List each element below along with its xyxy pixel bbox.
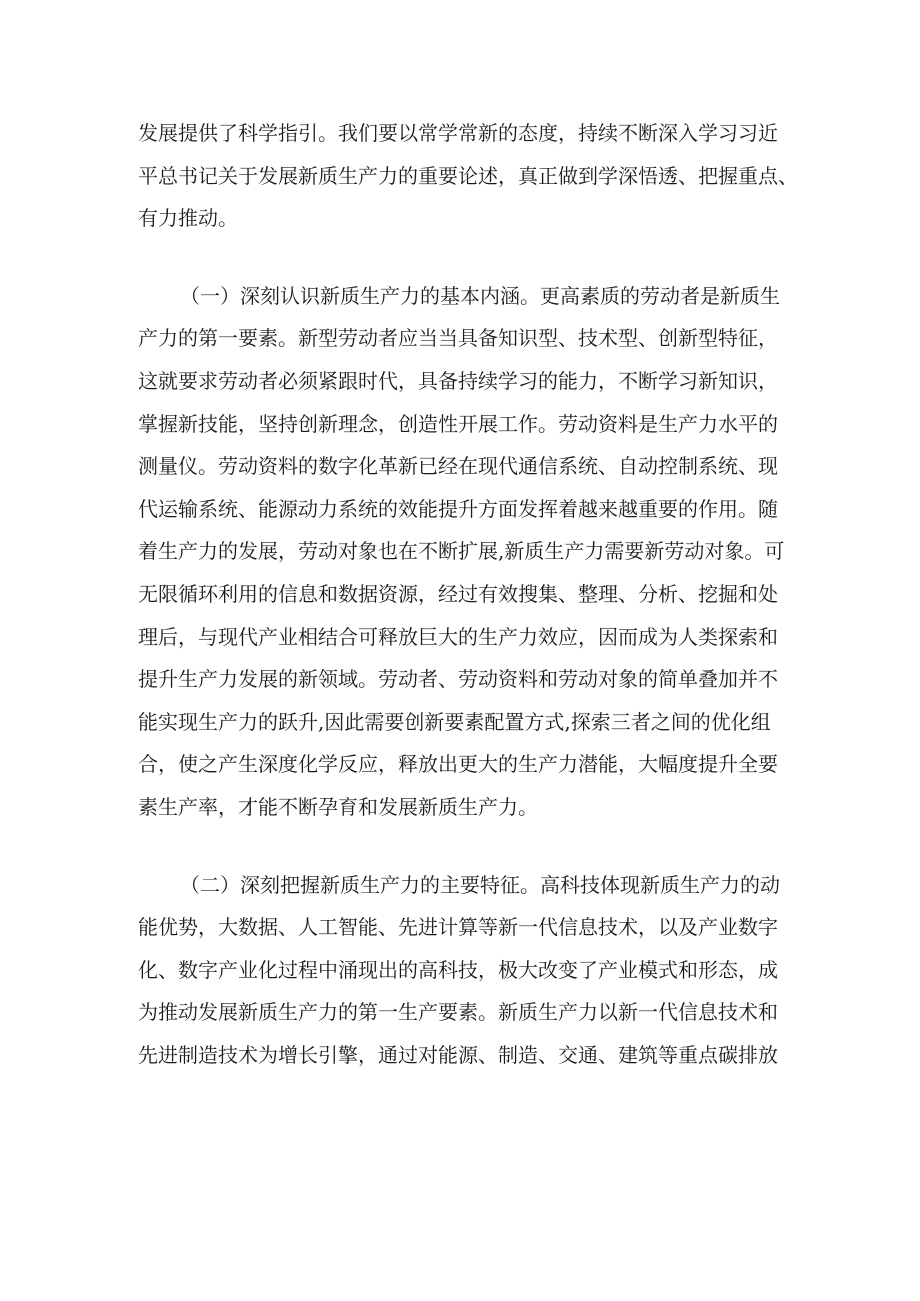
- text-line: 化、数字产业化过程中涌现出的高科技，极大改变了产业模式和形态，成: [138, 957, 778, 982]
- text-line: 掌握新技能，坚持创新理念，创造性开展工作。劳动资料是生产力水平的: [138, 411, 778, 436]
- text-line: 产力的第一要素。新型劳动者应当当具备知识型、技术型、创新型特征，: [138, 326, 778, 351]
- document-body: [138, 112, 798, 1076]
- text-line: 着生产力的发展，劳动对象也在不断扩展,新质生产力需要新劳动对象。可: [138, 539, 785, 564]
- text-line: 平总书记关于发展新质生产力的重要论述，真正做到学深悟透、把握重点、: [138, 163, 798, 188]
- text-line: 代运输系统、能源动力系统的效能提升方面发挥着越来越重要的作用。随: [138, 496, 778, 521]
- paragraph-section-2: [138, 864, 798, 1077]
- text-line: 无限循环利用的信息和数据资源，经过有效搜集、整理、分析、挖掘和处: [138, 581, 778, 606]
- text-line: 理后，与现代产业相结合可释放巨大的生产力效应，因而成为人类探索和: [138, 624, 778, 649]
- paragraph-section-1: [138, 275, 798, 829]
- text-line: 合，使之产生深度化学反应，释放出更大的生产力潜能，大幅度提升全要: [138, 752, 778, 777]
- text-line: 发展提供了科学指引。我们要以常学常新的态度，持续不断深入学习习近: [138, 121, 778, 145]
- text-line: 为推动发展新质生产力的第一生产要素。新质生产力以新一代信息技术和: [138, 1000, 778, 1025]
- text-line: （一）深刻认识新质生产力的基本内涵。更高素质的劳动者是新质生: [180, 283, 780, 308]
- text-line: 素生产率，才能不断孕育和发展新质生产力。: [138, 794, 538, 819]
- text-line: 测量仪。劳动资料的数字化革新已经在现代通信系统、自动控制系统、现: [138, 454, 778, 479]
- text-line: （二）深刻把握新质生产力的主要特征。高科技体现新质生产力的动: [180, 872, 780, 897]
- text-line: 能优势，大数据、人工智能、先进计算等新一代信息技术，以及产业数字: [138, 915, 778, 940]
- paragraph-intro: [138, 112, 798, 240]
- text-line: 先进制造技术为增长引擎，通过对能源、制造、交通、建筑等重点碳排放: [138, 1042, 778, 1067]
- text-line: 有力推动。: [138, 206, 238, 231]
- text-line: 这就要求劳动者必须紧跟时代，具备持续学习的能力，不断学习新知识，: [138, 368, 778, 393]
- text-line: 提升生产力发展的新领域。劳动者、劳动资料和劳动对象的简单叠加并不: [138, 667, 778, 692]
- text-line: 能实现生产力的跃升,因此需要创新要素配置方式,探索三者之间的优化组: [138, 709, 771, 734]
